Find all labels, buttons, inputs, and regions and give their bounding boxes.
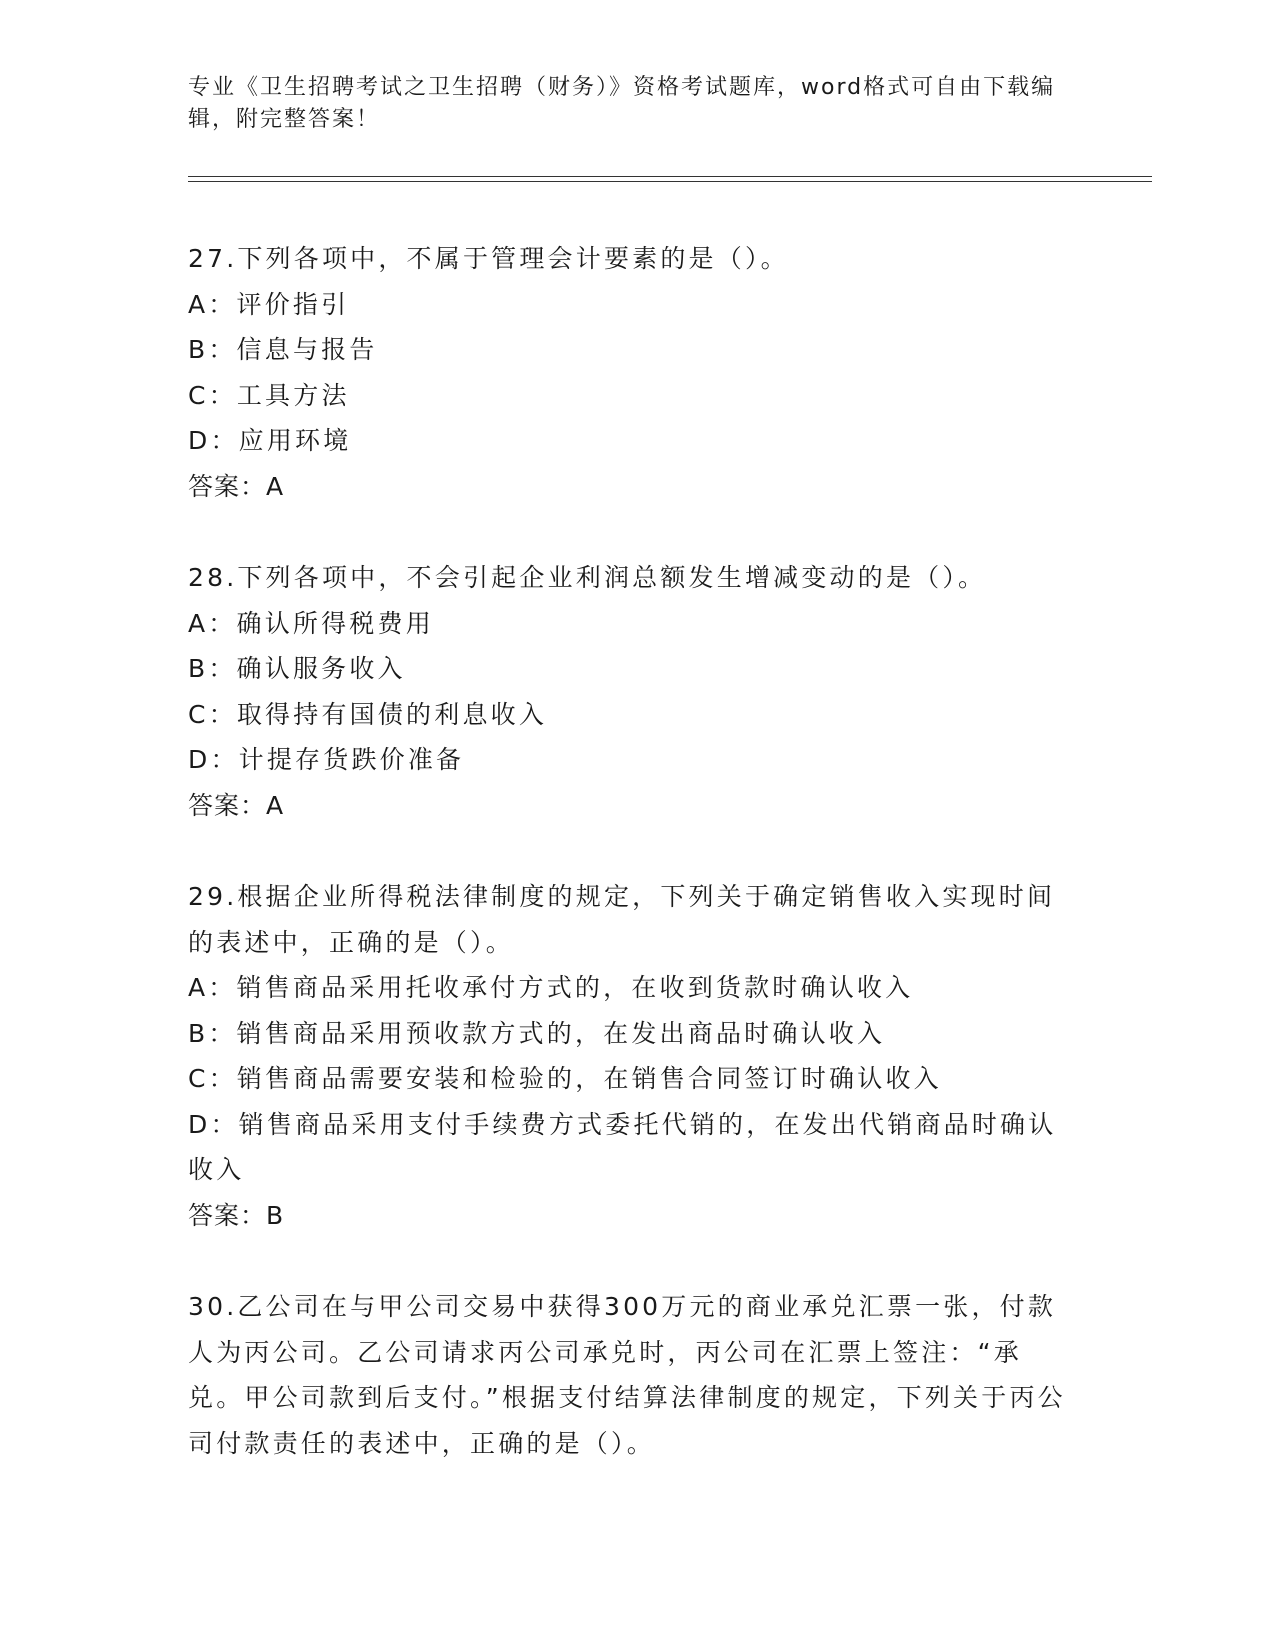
option-d: D：销售商品采用支付手续费方式委托代销的，在发出代销商品时确认收入 [188, 1109, 1057, 1184]
question-28 [188, 555, 1078, 828]
option-d: D：计提存货跌价准备 [188, 745, 465, 774]
page-header: 专业《卫生招聘考试之卫生招聘（财务）》资格考试题库，word格式可自由下载编辑，附完整答案！ [188, 75, 1056, 132]
question-27 [188, 236, 1078, 509]
option-b: B：信息与报告 [188, 335, 378, 364]
answer-line: 答案：A [188, 471, 285, 501]
option-a: A：确认所得税费用 [188, 608, 434, 638]
question-29 [188, 874, 1078, 1238]
option-c: C：销售商品需要安装和检验的，在销售合同签订时确认收入 [188, 1064, 942, 1093]
question-stem: 28.下列各项中，不会引起企业利润总额发生增减变动的是（）。 [188, 563, 987, 592]
option-a: A：销售商品采用托收承付方式的，在收到货款时确认收入 [188, 973, 914, 1002]
option-b: B：销售商品采用预收款方式的，在发出商品时确认收入 [188, 1018, 886, 1048]
question-stem: 29.根据企业所得税法律制度的规定，下列关于确定销售收入实现时间的表述中，正确的是（）。 [188, 882, 1056, 957]
header-divider-top [188, 176, 1152, 177]
answer-line: 答案：A [188, 790, 285, 820]
option-c: C：取得持有国债的利息收入 [188, 699, 548, 729]
question-stem: 27.下列各项中，不属于管理会计要素的是（）。 [188, 244, 789, 273]
question-30 [188, 1284, 1078, 1466]
question-list [188, 236, 1078, 1512]
option-a: A：评价指引 [188, 289, 350, 319]
question-stem: 30.乙公司在与甲公司交易中获得300万元的商业承兑汇票一张，付款人为丙公司。乙公司请求丙公司承兑时，丙公司在汇票上签注：“承兑。甲公司款到后支付。”根据支付结算法律制度的规定，下列关于丙公司付款责任的表述中，正确的是（）。 [188, 1292, 1066, 1458]
option-d: D：应用环境 [188, 426, 352, 455]
option-c: C：工具方法 [188, 380, 350, 410]
option-b: B：确认服务收入 [188, 654, 406, 683]
answer-line: 答案：B [188, 1200, 285, 1230]
header-divider-bottom [188, 181, 1152, 182]
